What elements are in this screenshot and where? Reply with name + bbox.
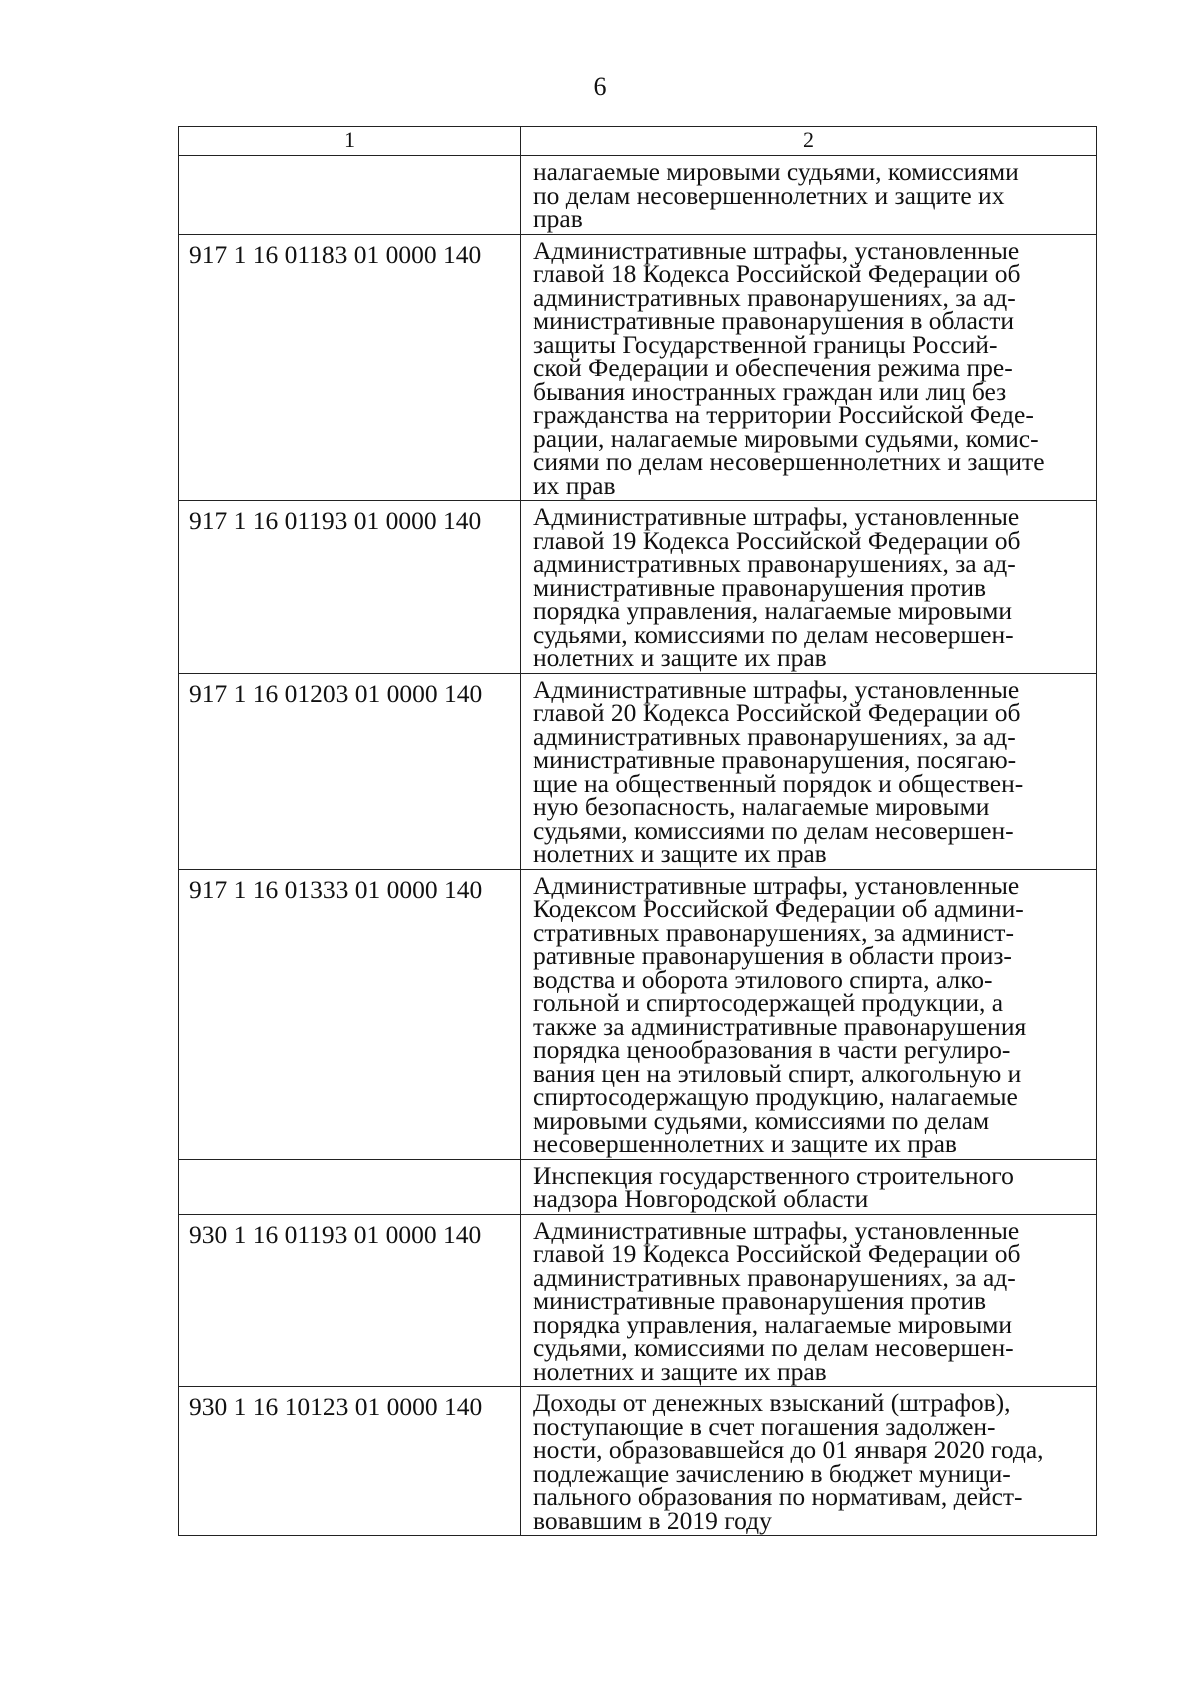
income-description-cell: [521, 673, 1097, 869]
description-line: Доходы от денежных взысканий (штрафов),: [533, 1388, 1011, 1417]
description-line: пального образования по нормативам, дейст-: [533, 1482, 1023, 1511]
description-line: подлежащие зачислению в бюджет муници-: [533, 1458, 1011, 1488]
description-line: министративные правонарушения против: [533, 572, 987, 602]
income-description-cell: [521, 234, 1097, 501]
income-description-cell: [521, 1159, 1097, 1214]
description-line: Административные штрафы, установленные: [533, 870, 1020, 900]
income-description-cell: [521, 869, 1097, 1159]
page-number: 6: [593, 72, 607, 101]
description-line: надзора Новгородской области: [533, 1184, 869, 1213]
description-line: главой 19 Кодекса Российской Федерации об: [533, 1239, 1021, 1268]
description-line: Административные штрафы, установленные: [533, 502, 1020, 531]
description-line: нолетних и защите их прав: [533, 643, 827, 672]
table-row: [179, 869, 1097, 1159]
description-line: мировыми судьями, комиссиями по делам: [533, 1105, 990, 1135]
description-line: прав: [533, 204, 583, 233]
table-row: [179, 1214, 1097, 1387]
description-line: порядка управления, налагаемые мировыми: [533, 596, 1013, 625]
description-line: министративные правонарушения против: [533, 1286, 987, 1315]
column-header-description: 2: [521, 127, 1097, 156]
description-line: административных правонарушениях, за ад-: [533, 1262, 1016, 1292]
description-line: судьями, комиссиями по делам несовершен-: [533, 815, 1014, 845]
table-header-row: [179, 127, 1097, 156]
description-line: порядка ценообразования в части регулиро-: [533, 1035, 1011, 1064]
column-header-code: 1: [179, 127, 521, 156]
description-line: стративных правонарушениях, за админист-: [533, 917, 1014, 947]
description-line: защиты Государственной границы Россий-: [533, 329, 998, 359]
income-description-cell: [521, 1214, 1097, 1387]
description-line: судьями, комиссиями по делам несовершен-: [533, 1333, 1014, 1362]
description-line: по делам несовершеннолетних и защите их: [533, 180, 1005, 210]
description-line: порядка управления, налагаемые мировыми: [533, 1309, 1013, 1339]
description-line: бывания иностранных граждан или лиц без: [533, 376, 1007, 406]
description-line: Административные штрафы, установленные: [533, 235, 1020, 265]
description-line: поступающие в счет погашения задолжен-: [533, 1411, 996, 1441]
description-line: водства и оборота этилового спирта, алко-: [533, 964, 993, 994]
table-row: [179, 1387, 1097, 1536]
description-line: несовершеннолетних и защите их прав: [533, 1129, 957, 1158]
income-code-cell: 930 1 16 01193 01 0000 140: [179, 1214, 521, 1387]
description-line: административных правонарушениях, за ад-: [533, 282, 1016, 312]
description-line: гражданства на территории Российской Феде-: [533, 400, 1034, 429]
description-line: главой 18 Кодекса Российской Федерации об: [533, 259, 1021, 288]
description-line: ративные правонарушения в области произ-: [533, 941, 1012, 970]
table-row: [179, 1159, 1097, 1214]
description-line: нолетних и защите их прав: [533, 839, 827, 868]
income-code-cell: [179, 156, 521, 235]
income-description-cell: [521, 1387, 1097, 1536]
description-line: щие на общественный порядок и обществен-: [533, 768, 1024, 798]
description-line: их прав: [533, 470, 616, 500]
income-code-cell: 917 1 16 01193 01 0000 140: [179, 501, 521, 674]
description-line: Инспекция государственного строительного: [533, 1160, 1014, 1190]
income-code-cell: 917 1 16 01183 01 0000 140: [179, 234, 521, 501]
table-row: [179, 156, 1097, 235]
table-body: [179, 127, 1097, 1536]
description-line: министративные правонарушения в области: [533, 306, 1015, 335]
income-codes-table: [178, 126, 1097, 1536]
description-line: вания цен на этиловый спирт, алкогольную и: [533, 1058, 1022, 1088]
description-line: вовавшим в 2019 году: [533, 1505, 772, 1535]
description-line: административных правонарушениях, за ад-: [533, 721, 1016, 751]
income-code-cell: 917 1 16 01203 01 0000 140: [179, 673, 521, 869]
description-line: министративные правонарушения, посягаю-: [533, 745, 1017, 774]
description-line: нолетних и защите их прав: [533, 1356, 827, 1386]
income-description-cell: [521, 156, 1097, 235]
description-line: главой 20 Кодекса Российской Федерации об: [533, 698, 1021, 727]
table-row: [179, 501, 1097, 674]
income-code-cell: 930 1 16 10123 01 0000 140: [179, 1387, 521, 1536]
description-line: рации, налагаемые мировыми судьями, комис-: [533, 423, 1039, 453]
income-description-cell: [521, 501, 1097, 674]
description-line: Административные штрафы, установленные: [533, 1215, 1020, 1245]
description-line: административных правонарушениях, за ад-: [533, 549, 1016, 578]
description-line: Кодексом Российской Федерации об админи-: [533, 894, 1024, 923]
description-line: спиртосодержащую продукцию, налагаемые: [533, 1082, 1018, 1111]
description-line: ской Федерации и обеспечения режима пре-: [533, 353, 1013, 382]
description-line: Административные штрафы, установленные: [533, 674, 1020, 704]
income-code-cell: 917 1 16 01333 01 0000 140: [179, 869, 521, 1159]
income-code-cell: [179, 1159, 521, 1214]
table-row: [179, 234, 1097, 501]
description-line: ную безопасность, налагаемые мировыми: [533, 792, 990, 821]
description-line: также за административные правонарушения: [533, 1011, 1027, 1041]
table-row: [179, 673, 1097, 869]
description-line: главой 19 Кодекса Российской Федерации об: [533, 525, 1021, 555]
description-line: гольной и спиртосодержащей продукции, а: [533, 988, 1004, 1017]
description-line: ности, образовавшейся до 01 января 2020 года,: [533, 1435, 1044, 1464]
description-line: налагаемые мировыми судьями, комиссиями: [533, 157, 1019, 186]
description-line: сиями по делам несовершеннолетних и защите: [533, 447, 1045, 476]
description-line: судьями, комиссиями по делам несовершен-: [533, 619, 1014, 649]
